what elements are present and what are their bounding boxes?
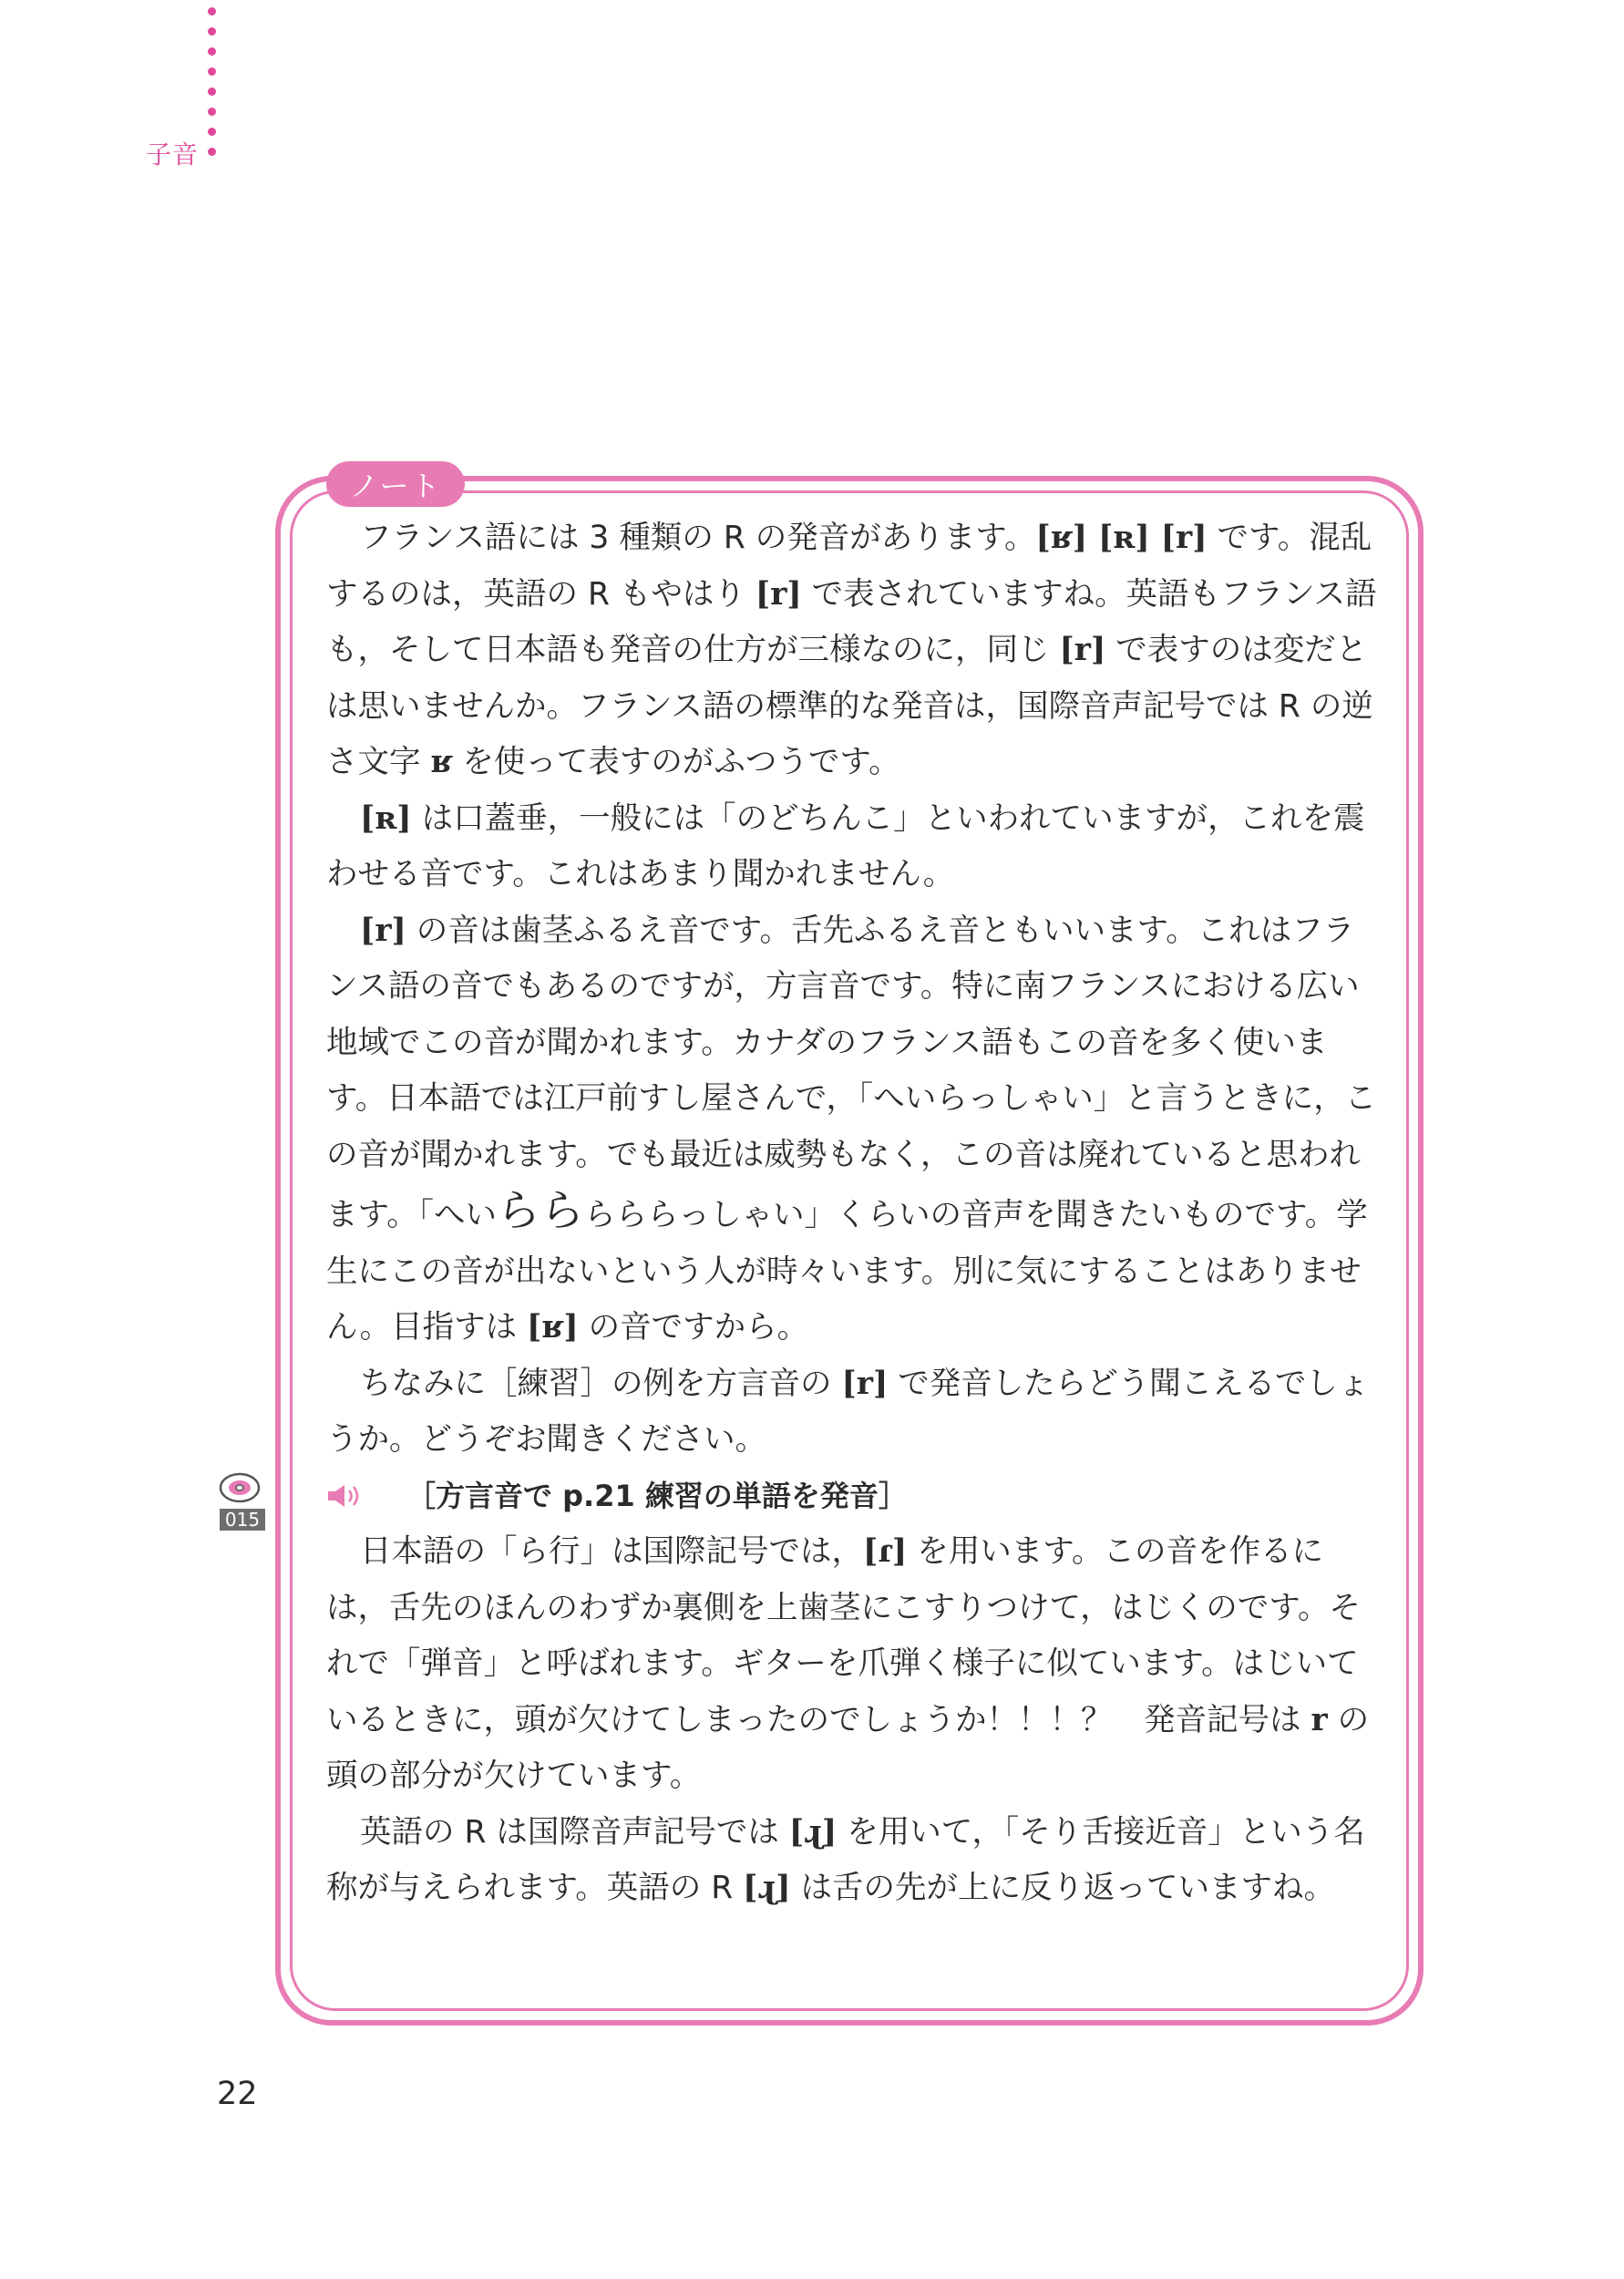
phonetic-symbol: [ʁ] (527, 1309, 579, 1346)
note-paragraph (326, 1524, 1383, 1805)
text: で発音したらどう聞こえるでしょうか。どうぞお聞きください。 (326, 1365, 1370, 1458)
text: を使って表すのがふつうです。 (452, 744, 900, 780)
text: は舌の先が上に反り返っていますね。 (790, 1870, 1335, 1906)
text: で表すのは変だとは思いませんか。フランス語の標準的な発音は，国際音声記号では R の逆さ文字 (326, 632, 1373, 780)
text: らららっしゃい」くらいの音声を聞きたいものです。学生にこの音が出ないという人が時々います。別に気にすることはありません。目指すは (326, 1197, 1368, 1346)
phonetic-symbol: [ʀ] (360, 799, 412, 837)
text: です。混乱するのは，英語の R もやはり (326, 520, 1372, 613)
text: で表されていますね。英語もフランス語も，そして日本語も発音の仕方が三様なのに，同じ (326, 575, 1377, 668)
phonetic-symbol: ʁ (430, 744, 453, 780)
text: フランス語には 3 種類の R の発音があります。 (360, 520, 1036, 556)
page-number: 22 (217, 2076, 258, 2112)
text: 日本語の「ら行」は国際記号では， (360, 1533, 863, 1570)
note-paragraph (326, 1356, 1383, 1469)
phonetic-symbol: [ʁ] [ʀ] [r] (1035, 520, 1208, 556)
text: は口蓋垂，一般には「のどちんこ」といわれていますが，これを震わせる音です。これはあまり聞かれません。 (326, 799, 1365, 892)
note-body (326, 510, 1383, 1917)
cd-icon (219, 1472, 261, 1503)
phonetic-symbol: [r] (755, 575, 802, 613)
speaker-icon[interactable] (326, 1483, 363, 1509)
text: を用いて，「そり舌接近音」という名称が与えられます。英語の R (326, 1813, 1365, 1906)
text: の音は歯茎ふるえ音です。舌先ふるえ音ともいいます。これはフランス語の音でもあるのですが，方言音です。特に南フランスにおける広い地域でこの音が聞かれます。カナダのフランス語もこの音を多く使います。日本語では江戸前すし屋さんで，「へいらっしゃい」と言うときに，この音が聞かれます。でも最近は威勢もなく，この音は廃れていると思われます。「へい (326, 912, 1377, 1233)
phonetic-symbol: [ɻ] (743, 1870, 791, 1906)
phonetic-symbol: [ɾ] (863, 1533, 908, 1570)
note-tab: ノート (326, 461, 465, 507)
phonetic-symbol: [r] (841, 1365, 889, 1402)
note-paragraph (326, 1805, 1383, 1917)
phonetic-symbol: [r] (360, 912, 406, 949)
audio-cue (326, 1469, 1383, 1525)
track-number-badge: 015 (220, 1509, 265, 1531)
text: の音ですから。 (578, 1309, 809, 1346)
audio-label: ［方言音で p.21 練習の単語を発音］ (406, 1478, 908, 1513)
note-paragraph (326, 791, 1383, 903)
phonetic-symbol: [ɻ] (788, 1813, 838, 1851)
note-paragraph (326, 903, 1383, 1356)
text: ちなみに［練習］の例を方言音の (360, 1365, 842, 1402)
phonetic-symbol: [r] (1059, 632, 1106, 668)
text: を用います。この音を作るには，舌先のほんのわずか裏側を上歯茎にこすりつけて，はじくのです。それで「弾音」と呼ばれます。ギターを爪弾く様子に似ています。はじいているときに，頭が欠けてしまったのでしょうか！！！？ 発音記号は (326, 1533, 1362, 1738)
section-label: 子音 (146, 139, 200, 170)
decorative-dots (208, 7, 219, 168)
emphasized-text: らら (497, 1185, 585, 1236)
text: の頭の部分が欠けています。 (326, 1701, 1370, 1794)
note-paragraph (326, 510, 1383, 791)
text: 英語の R は国際音声記号では (360, 1813, 789, 1851)
phonetic-symbol: r (1311, 1701, 1328, 1738)
